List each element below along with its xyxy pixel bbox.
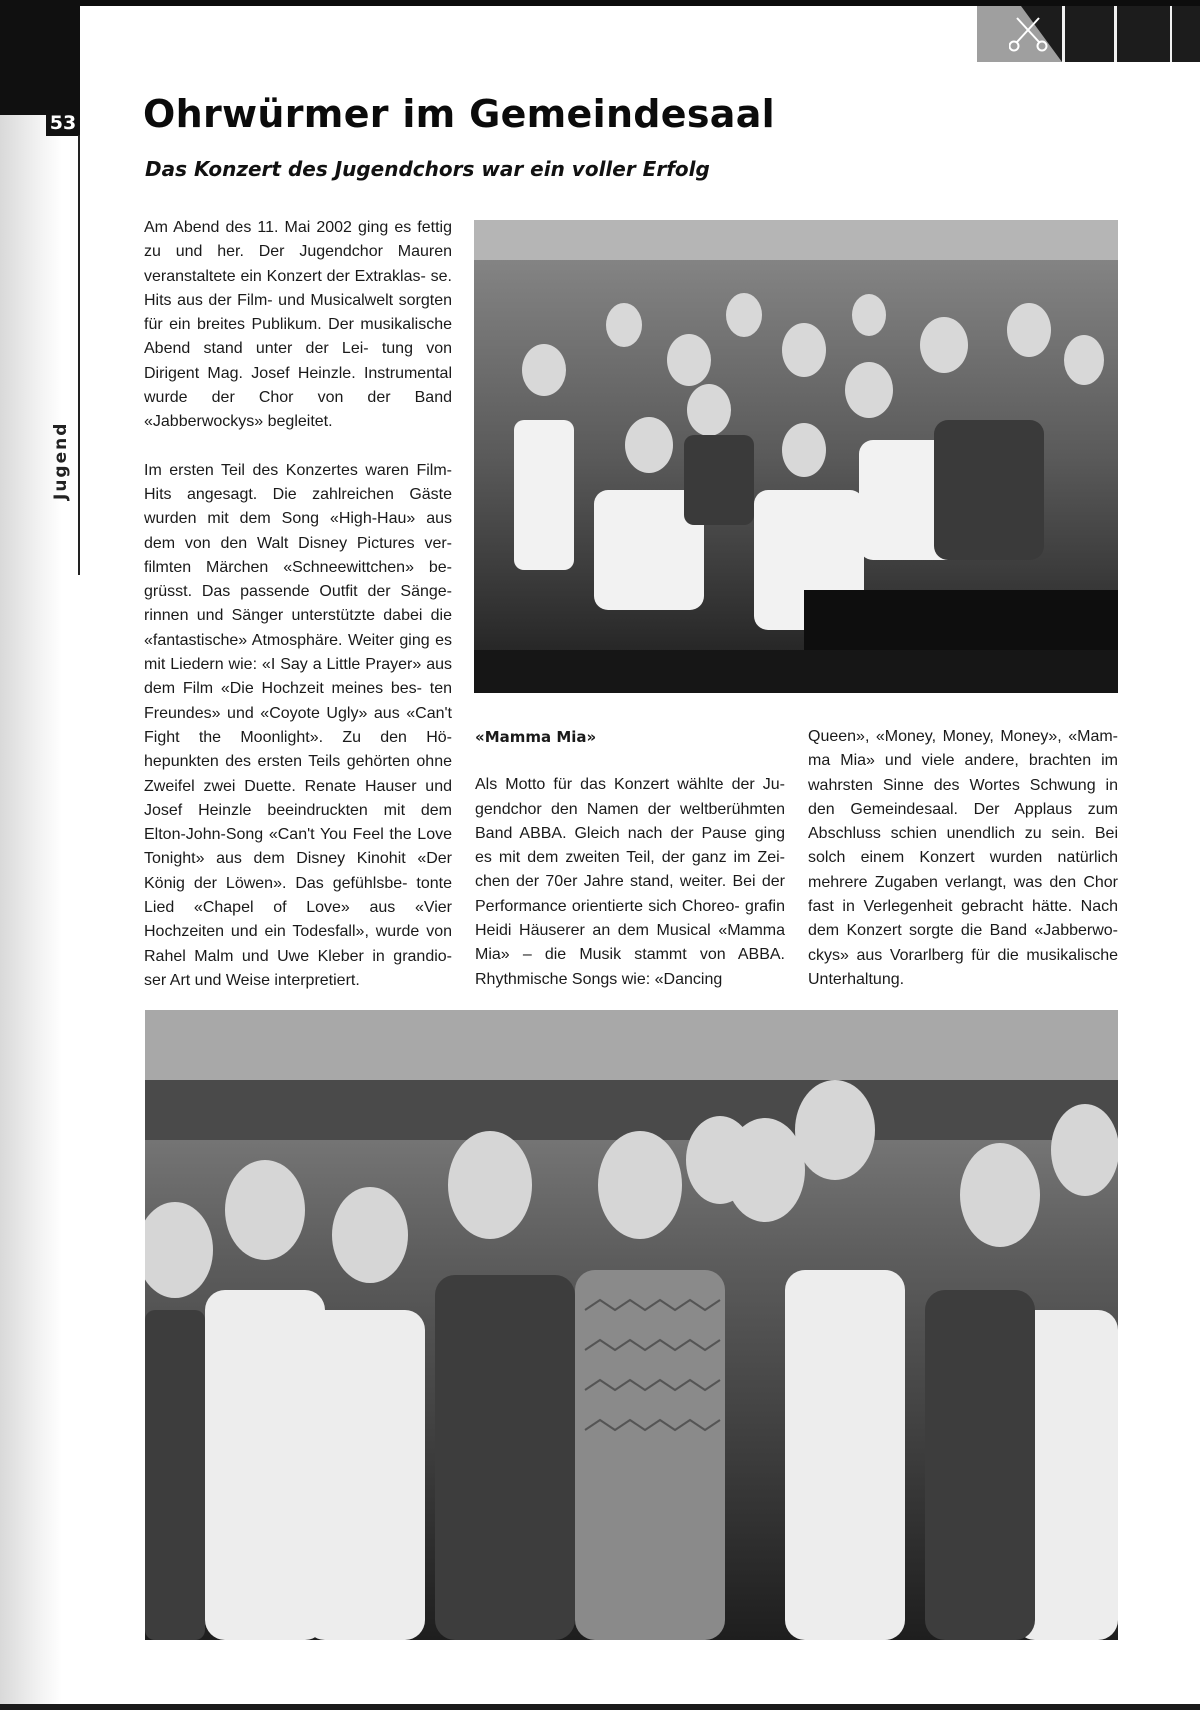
- bottom-edge-bar: [0, 1704, 1200, 1710]
- article-title: Ohrwürmer im Gemeindesaal: [143, 92, 775, 136]
- photo-choir-singing-holding-hands: [145, 1010, 1118, 1640]
- paragraph: Im ersten Teil des Konzertes waren Film- Hits angesagt. Die zahlreichen Gäste wurden mit dem Song «High-Hau» aus dem von den Walt Disney Pictures ver- filmten Märchen «Schneewittchen» be- grüsst. Das passende Outfit der Sänge- rinnen und Sänger unterstützte dabei die «fantastische» Atmosphäre. Weiter ging es mit Liedern wie: «I Say a Little Prayer» aus dem Film «Die Hochzeit meines bes- ten Freundes» und «Coyote Ugly» aus «Can't Fight the Moonlight». Zu den Hö- hepunkten des ersten Teils gehörten ohne Zweifel zwei Duette. Renate Hauser und Josef Heinzle beeindruckten mit dem Elton-John-Song «Can't You Feel the Love Tonight» aus dem Disney Kinohit «Der König der Löwen». Das gefühlsbe- tonte Lied «Chapel of Love» aus «Vier Hochzeiten und ein Todesfall», wurde von Rahel Malm und Uwe Kleber in grandio- ser Art und Weise interpretiert.: [144, 461, 452, 989]
- article-subtitle: Das Konzert des Jugendchors war ein voller Erfolg: [145, 157, 710, 181]
- text-column-3: [808, 725, 1118, 992]
- header-divider: [1114, 6, 1117, 62]
- section-divider-rule: [78, 135, 80, 575]
- page-gutter-shadow: [0, 115, 62, 1710]
- scissors-icon: [1009, 12, 1053, 56]
- text-column-1: [144, 216, 452, 993]
- subheading: «Mamma Mia»: [475, 728, 597, 746]
- paragraph: Als Motto für das Konzert wählte der Ju- gendchor den Namen der weltberühmten Band ABBA. Gleich nach der Pause ging es mit dem zweiten Teil, der ganz im Zei- chen der 70er Jahre stand, weiter. Bei der Performance orientierte sich Choreo- grafin Heidi Häuserer an dem Musical «Mamma Mia» – die Musik stammt von ABBA. Rhythmische Songs wie: «Dancing: [475, 776, 785, 988]
- header-right-cell: [1172, 6, 1200, 62]
- paragraph: Queen», «Money, Money, Money», «Mam- ma Mia» und viele andere, brachten im wahrsten Sinne des Wortes Schwung in den Gemeindesaal. Der Applaus zum Abschluss schien unendlich zu sein. Bei solch einem Konzert wurden natürlich mehrere Zugaben verlangt, was den Chor fast in Verlegenheit gebracht hätte. Nach dem Konzert sorgte die Band «Jabberwo- ckys» aus Vorarlberg für die musikalische Unterhaltung.: [808, 728, 1118, 988]
- left-black-tab: [0, 0, 80, 115]
- header-divider: [1062, 6, 1065, 62]
- text-column-2: [475, 725, 785, 992]
- paragraph: Am Abend des 11. Mai 2002 ging es fettig zu und her. Der Jugendchor Mauren veranstaltete ein Konzert der Extraklas- se. Hits aus der Film- und Musicalwelt sorgten für ein breites Publikum. Der musikalische Abend stand unter der Lei- tung von Dirigent Mag. Josef Heinzle. Instrumental wurde der Chor von der Band «Jabberwockys» begleitet.: [144, 219, 452, 431]
- page-number: 53: [46, 110, 80, 136]
- header-dark-cell: [1062, 6, 1172, 62]
- header-tab-strip: [977, 0, 1200, 62]
- photo-choir-posing-on-stage: [474, 220, 1118, 693]
- section-label: Jugend: [51, 421, 71, 500]
